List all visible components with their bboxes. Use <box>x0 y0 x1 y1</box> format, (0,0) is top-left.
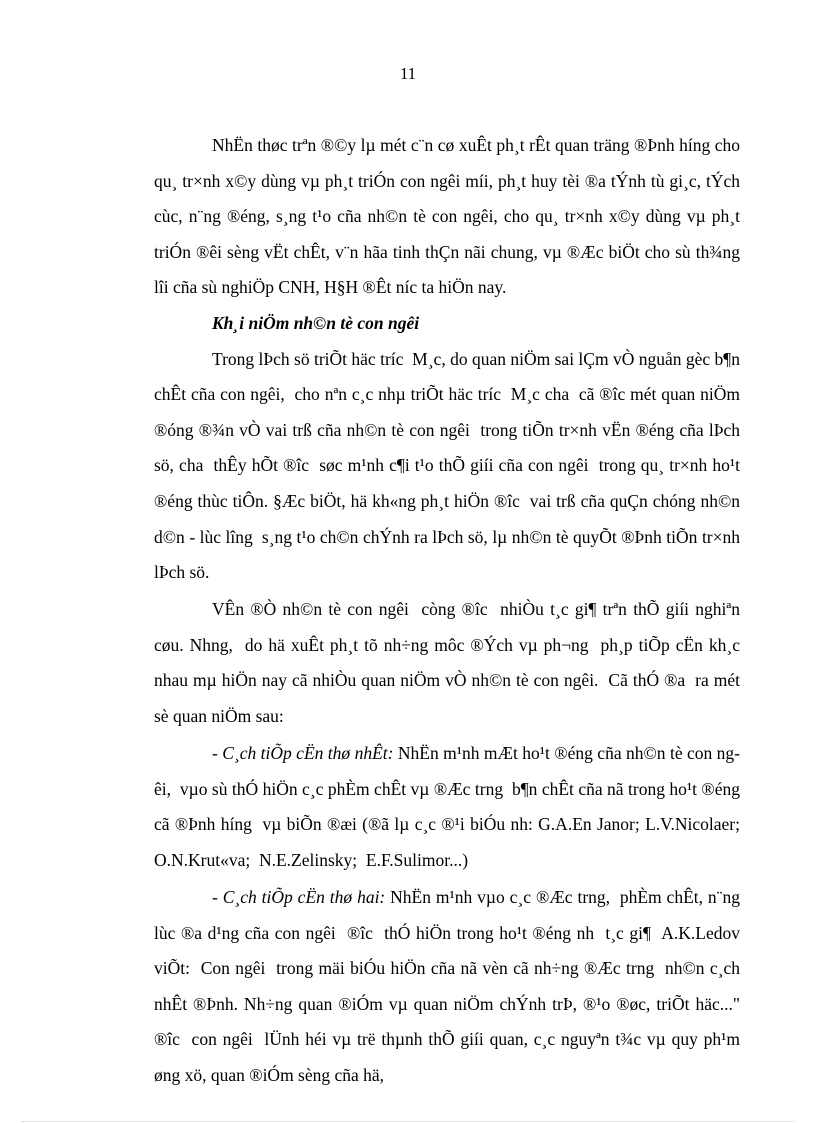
approach-1-text: NhËn m¹nh mÆt ho¹t ®éng cña nh©n tè con ngêi, vµo sù thÓ hiÖn c¸c phÈm chÊt vµ ®Æc trng b¶n chÊt cña nã trong ho¹t ®éng cã ®Þnh híng vµ biÕn ®æi (®ã lµ c¸c ®¹i biÓu nh: G.A.En Janor; L.V.Nicolaer; O.N.Krut«va; N.E.Zelinsky; E.F.Sulimor...) <box>154 743 749 870</box>
approach-1-lead: - C¸ch tiÕp cËn thø nhÊt: <box>212 743 394 764</box>
approach-2-lead: - C¸ch tiÕp cËn thø hai: <box>212 886 386 907</box>
document-body <box>154 128 749 1094</box>
paragraph-4 <box>154 736 749 878</box>
paragraph-5 <box>154 880 745 1094</box>
paragraph-1: NhËn thøc trªn ®©y lµ mét c¨n cø xuÊt ph¸t rÊt quan träng ®Þnh híng cho qu¸ tr×nh x©y dùng vµ ph¸t triÓn con ngêi míi, ph¸t huy tèi ®a tÝnh tù gi¸c, tÝch cùc, n¨ng ®éng, s¸ng t¹o cña nh©n tè con ngêi, cho qu¸ tr×nh x©y dùng vµ ph¸t triÓn ®êi sèng vËt chÊt, v¨n hãa tinh thÇn nãi chung, vµ ®Æc biÖt cho sù th¾ng lîi cña sù nghiÖp CNH, H§H ®Êt níc ta hiÖn nay. <box>154 135 745 298</box>
paragraph-2: Trong lÞch sö triÕt häc tríc M¸c, do quan niÖm sai lÇm vÒ nguån gèc b¶n chÊt cña con ngêi, cho nªn c¸c nhµ triÕt häc tríc M¸c cha cã ®îc mét quan niÖm ®óng ®¾n vÒ vai trß cña nh©n tè con ngêi trong tiÕn tr×nh vËn ®éng cña lÞch sö, cha thÊy hÕt ®îc søc m¹nh c¶i t¹o thÕ giíi cña con ngêi trong qu¸ tr×nh ho¹t ®éng thùc tiÔn. §Æc biÖt, hä kh«ng ph¸t hiÖn ®îc vai trß cña quÇn chóng nh©n d©n - lùc lîng s¸ng t¹o ch©n chÝnh ra lÞch sö, lµ nh©n tè quyÕt ®Þnh tiÕn tr×nh lÞch sö. <box>154 348 745 583</box>
page-bottom-rule <box>22 1121 794 1122</box>
paragraph-3: VÊn ®Ò nh©n tè con ngêi còng ®îc nhiÒu t¸c gi¶ trªn thÕ giíi nghiªn cøu. Nhng, do hä xuÊt ph¸t tõ nh÷ng môc ®Ých vµ ph¬ng ph¸p tiÕp cËn kh¸c nhau mµ hiÖn nay cã nhiÒu quan niÖm vÒ nh©n tè con ngêi. Cã thÓ ®a ra mét sè quan niÖm sau: <box>154 599 745 726</box>
section-heading: Kh¸i niÖm nh©n tè con ngêi <box>212 312 420 333</box>
approach-2-text: NhËn m¹nh vµo c¸c ®Æc trng, phÈm chÊt, n¨ng lùc ®a d¹ng cña con ngêi ®îc thÓ hiÖn trong ho¹t ®éng nh t¸c gi¶ A.K.Ledov viÕt: Con ngêi trong mäi biÓu hiÖn cña nã vèn cã nh÷ng ®Æc trng nh©n c¸ch nhÊt ®Þnh. Nh÷ng quan ®iÓm vµ quan niÖm chÝnh trÞ, ®¹o ®øc, triÕt häc..." ®îc con ngêi lÜnh héi vµ trë thµnh thÕ giíi quan, c¸c nguyªn t¾c vµ quy ph¹m øng xö, quan ®iÓm sèng cña hä, <box>154 886 745 1085</box>
page-number: 11 <box>399 64 417 83</box>
